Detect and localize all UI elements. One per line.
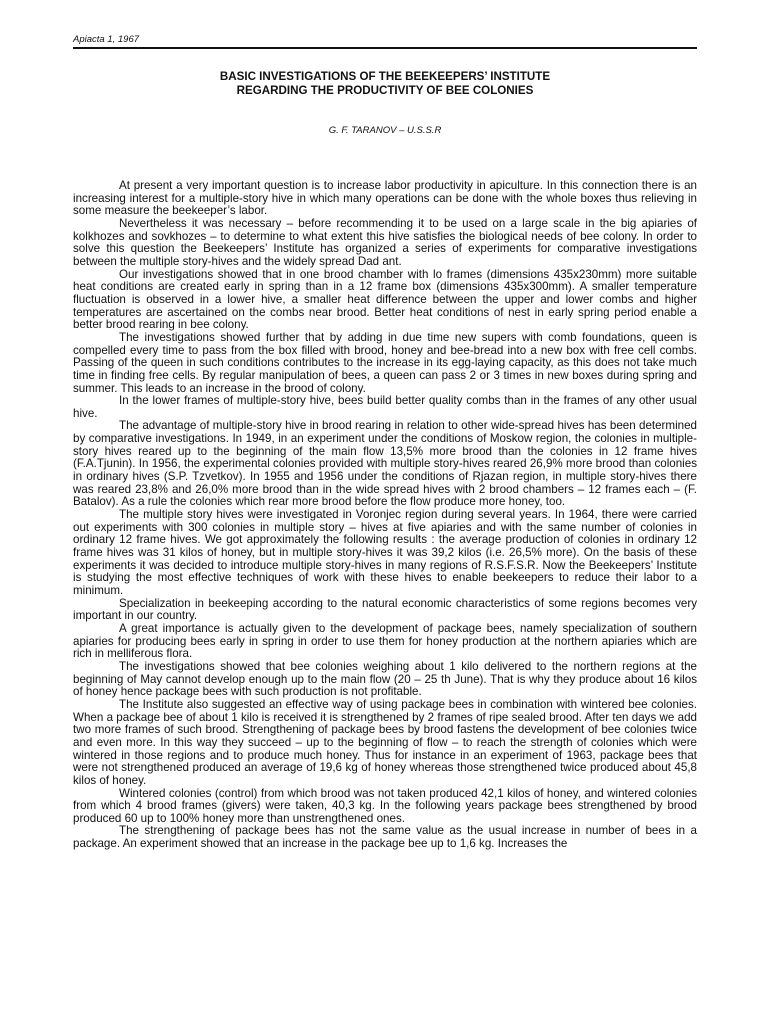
author-line: G. F. TARANOV – U.S.S.R xyxy=(328,125,442,136)
document-page xyxy=(73,34,697,851)
paragraph: The strengthening of package bees has not the same value as the usual increase in number of bees in a package. An experiment showed that an increase in the package bee up to 1,6 kg. Increases the xyxy=(73,824,697,851)
paragraph: Nevertheless it was necessary – before recommending it to be used on a large scale in the big apiaries of kolkhozes and sovkhozes – to determine to what extent this hive satisfies the biological needs of bee colony. In order to solve this question the Beekeepers’ Institute has organized a series of experiments for comparative investigations between the multiple story-hives and the widely spread Dad ant. xyxy=(73,216,697,268)
article-title-line-1: BASIC INVESTIGATIONS OF THE BEEKEEPERS’ INSTITUTE xyxy=(219,70,551,83)
article-title-line-2: REGARDING THE PRODUCTIVITY OF BEE COLONIES xyxy=(236,84,534,97)
paragraph: The multiple story hives were investigated in Voronjec region during several years. In 1964, there were carried out experiments with 300 colonies in multiple story – hives at five apiaries and with the same number of colonies in ordinary 12 frame hives. We got approximately the following results : the average production of colonies in ordinary 12 frame hives was 31 kilos of honey, but in multiple story-hives it was 39,2 kilos (i.e. 26,5% more). On the basis of these experiments it was decided to introduce multiple story-hives in many regions of R.S.F.S.R. Now the Beekeepers’ Institute is studying the most effective techniques of work with these hives to enable beekeepers to reduce their labor to a minimum. xyxy=(73,508,697,597)
article-body xyxy=(73,180,697,851)
running-head: Apiacta 1, 1967 xyxy=(73,34,697,49)
paragraph: Our investigations showed that in one brood chamber with lo frames (dimensions 435x230mm) more suitable heat conditions are created early in spring than in a 12 frame box (dimensions 435x300mm). A smaller temperature fluctuation is observed in a lower hive, a smaller heat difference between the upper and lower combs and higher temperatures are ascertained on the combs near brood. Better heat conditions of nest in early spring period enable a better brood rearing in bee colony. xyxy=(73,267,697,332)
paragraph: At present a very important question is to increase labor productivity in apiculture. In this connection there is an increasing interest for a multiple-story hive in which many operations can be done with the whole boxes thus relieving in some measure the beekeeper’s labor. xyxy=(73,179,697,218)
paragraph: Wintered colonies (control) from which brood was not taken produced 42,1 kilos of honey, and wintered colonies from which 4 brood frames (givers) were taken, 40,3 kg. In the following years package bees strengthened by brood produced 60 up to 100% honey more than unstrengthened ones. xyxy=(73,786,697,825)
paragraph: The advantage of multiple-story hive in brood rearing in relation to other wide-spread hives has been determined by comparative investigations. In 1949, in an experiment under the conditions of Moskow region, the colonies in multiple-story hives reared up to the beginning of the main flow 13,5% more brood than the colonies in 12 frame hives (F.A.Tjunin). In 1956, the experimental colonies provided with multiple story-hives reared 26,9% more brood than colonies in ordinary hives (S.P. Tzvetkov). In 1955 and 1956 under the conditions of Rjazan region, in multiple story-hives there was reared 23,8% and 26,0% more brood than in the wide spread hives with 2 brood chambers – 12 frames each – (F. Batalov). As a rule the colonies which rear more brood before the flow produce more honey, too. xyxy=(73,419,697,509)
paragraph: A great importance is actually given to the development of package bees, namely specialization of southern apiaries for producing bees early in spring in order to use them for honey production at the northern apiaries which are rich in melliferous flora. xyxy=(73,621,697,661)
paragraph: The investigations showed further that by adding in due time new supers with comb foundations, queen is compelled every time to pass from the box filled with brood, honey and bee-bread into a new box with free cell combs. Passing of the queen in such conditions contributes to the increase in its egg-laying capacity, as this does not take much time in finding free cells. By regular manipulation of bees, a queen can pass 2 or 3 times in new boxes during spring and summer. This leads to an increase in the brood of colony. xyxy=(73,330,697,395)
paragraph: The Institute also suggested an effective way of using package bees in combination with wintered bee colonies. When a package bee of about 1 kilo is received it is strengthened by 2 frames of ripe sealed brood. After ten days we add two more frames of such brood. Strengthening of package bees by brood fastens the development of bee colonies twice and even more. In this way they succeed – up to the beginning of flow – to reach the strength of colonies which were wintered in those regions and to produce much honey. Thus for instance in an experiment of 1963, package bees that were not strengthened produced an average of 19,6 kg of honey whereas those strengthened twice produced about 45,8 kilos of honey. xyxy=(73,697,697,787)
paragraph: Specialization in beekeeping according to the natural economic characteristics of some regions becomes very important in our country. xyxy=(73,596,697,623)
paragraph: In the lower frames of multiple-story hive, bees build better quality combs than in the frames of any other usual hive. xyxy=(73,394,697,420)
article-title xyxy=(73,70,697,98)
paragraph: The investigations showed that bee colonies weighing about 1 kilo delivered to the northern regions at the beginning of May cannot develop enough up to the main flow (20 – 25 th June). That is why they produce about 16 kilos of honey hence package bees with such production is not profitable. xyxy=(73,659,697,699)
